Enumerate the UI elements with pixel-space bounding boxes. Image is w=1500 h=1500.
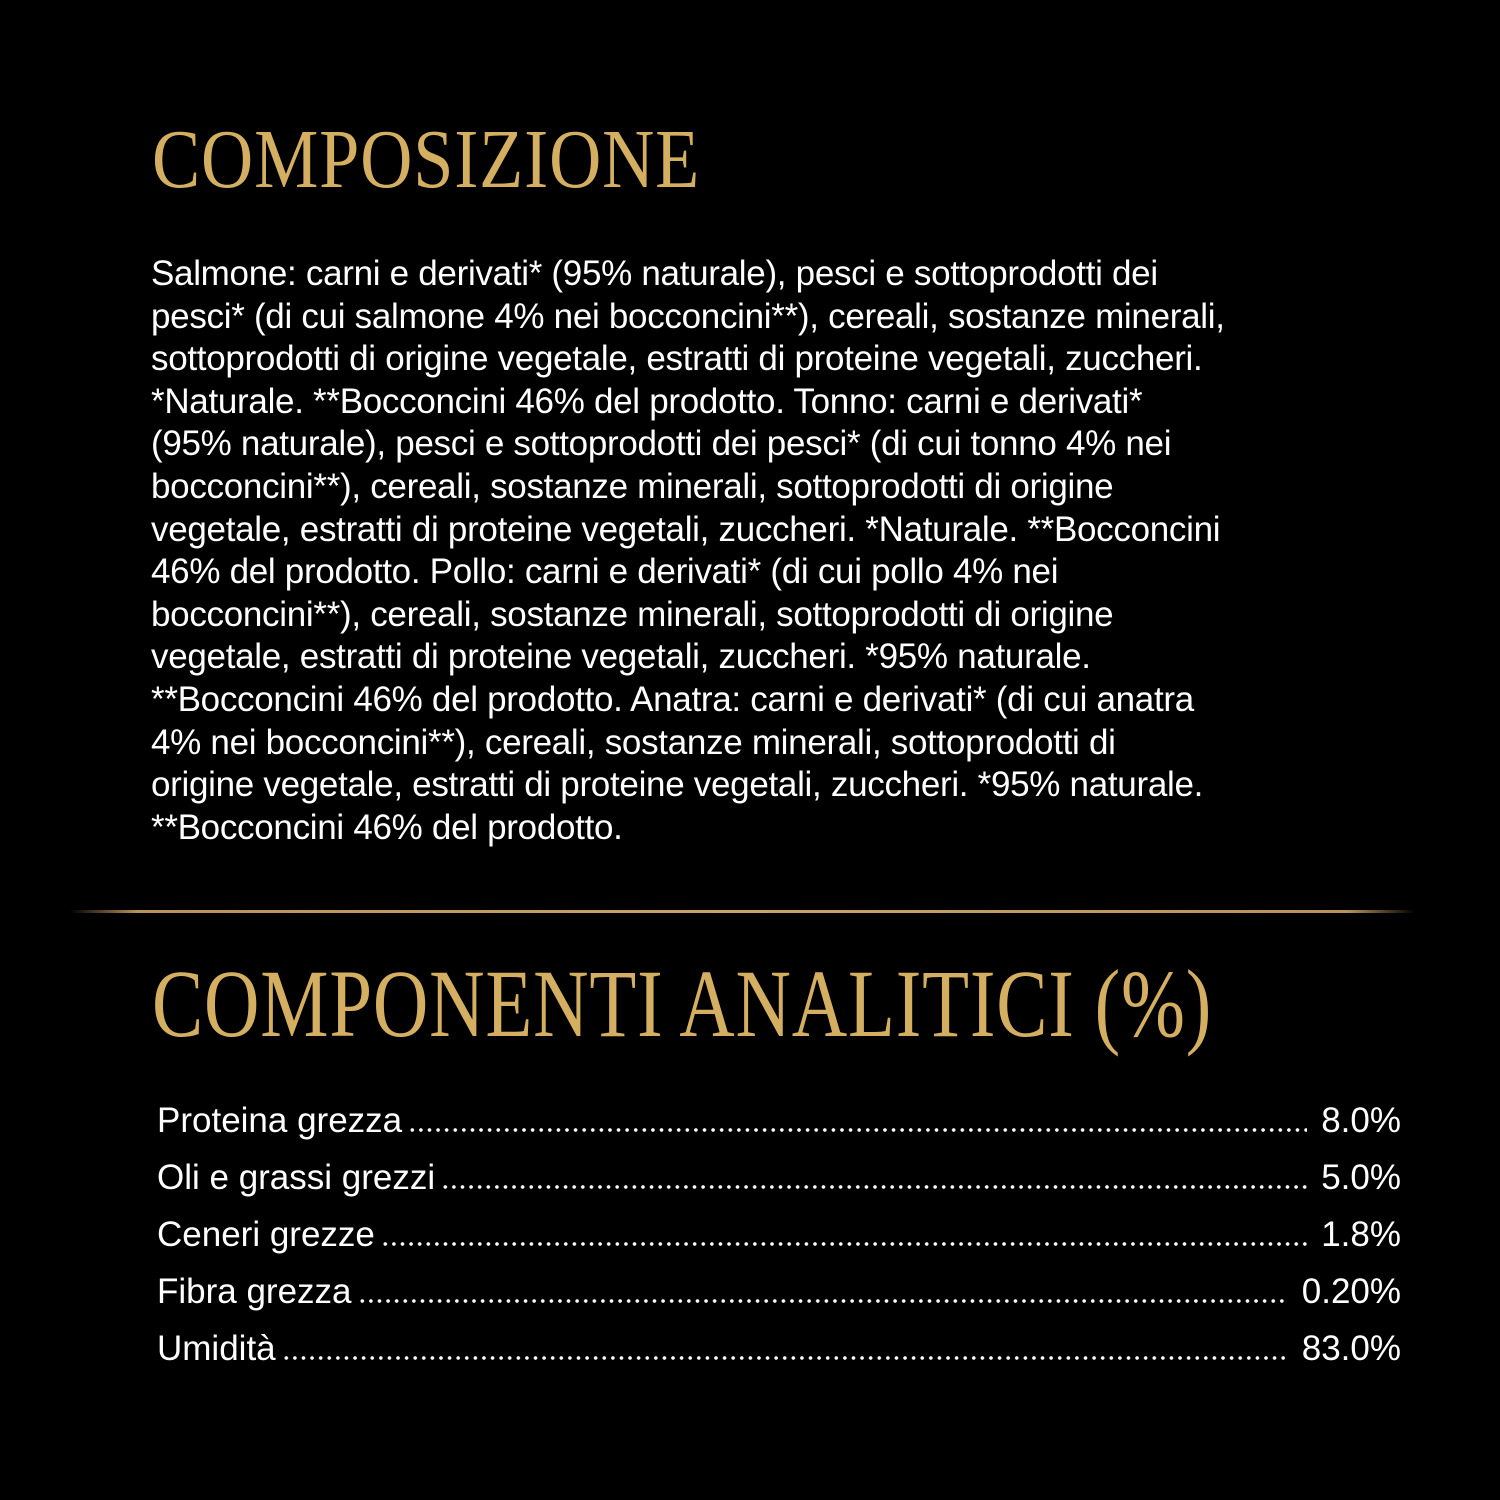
- dot-leader: [381, 1242, 1307, 1246]
- composition-line: 4% nei bocconcini**), cereali, sostanze minerali, sottoprodotti di: [151, 722, 1116, 762]
- composition-line: bocconcini**), cereali, sostanze minerali, sottoprodotti di origine: [151, 466, 1114, 506]
- analytics-row: [157, 1320, 1401, 1377]
- analytics-label: Proteina grezza: [157, 1101, 403, 1140]
- analytics-value: 1.8%: [1321, 1215, 1401, 1254]
- dot-leader: [282, 1356, 1288, 1360]
- composition-line: sottoprodotti di origine vegetale, estratti di proteine vegetali, zuccheri.: [151, 339, 1203, 379]
- analytics-table: [157, 1092, 1401, 1377]
- dot-leader: [358, 1299, 1288, 1303]
- analytics-row: [157, 1149, 1401, 1206]
- composition-line: *Naturale. **Bocconcini 46% del prodotto. Tonno: carni e derivati*: [151, 381, 1143, 421]
- composition-line: **Bocconcini 46% del prodotto. Anatra: carni e derivati* (di cui anatra: [151, 679, 1194, 719]
- analytics-label: Fibra grezza: [157, 1272, 352, 1311]
- analytics-value: 5.0%: [1321, 1158, 1401, 1197]
- analytics-value: 8.0%: [1321, 1101, 1401, 1140]
- composition-line: origine vegetale, estratti di proteine vegetali, zuccheri. *95% naturale.: [151, 765, 1204, 805]
- analytics-row: [157, 1263, 1401, 1320]
- composition-line: bocconcini**), cereali, sostanze minerali, sottoprodotti di origine: [151, 594, 1114, 634]
- analytics-row: [157, 1092, 1401, 1149]
- composition-line: 46% del prodotto. Pollo: carni e derivati* (di cui pollo 4% nei: [151, 552, 1059, 592]
- analytics-heading: COMPONENTI ANALITICI (%): [152, 950, 1213, 1057]
- analytics-label: Oli e grassi grezzi: [157, 1158, 436, 1197]
- gold-divider: [70, 910, 1415, 913]
- composition-line: (95% naturale), pesci e sottoprodotti dei pesci* (di cui tonno 4% nei: [151, 424, 1172, 464]
- composition-line: vegetale, estratti di proteine vegetali, zuccheri. *Naturale. **Bocconcini: [151, 509, 1221, 549]
- composition-line: **Bocconcini 46% del prodotto.: [151, 807, 623, 847]
- composition-line: pesci* (di cui salmone 4% nei bocconcini**), cereali, sostanze minerali,: [151, 296, 1225, 336]
- analytics-label: Ceneri grezze: [157, 1215, 375, 1254]
- analytics-row: [157, 1206, 1401, 1263]
- composition-line: vegetale, estratti di proteine vegetali, zuccheri. *95% naturale.: [151, 637, 1091, 677]
- analytics-value: 83.0%: [1301, 1329, 1401, 1368]
- analytics-label: Umidità: [157, 1329, 276, 1368]
- composition-heading: COMPOSIZIONE: [152, 113, 701, 206]
- dot-leader: [408, 1128, 1307, 1132]
- composition-line: Salmone: carni e derivati* (95% naturale), pesci e sottoprodotti dei: [151, 254, 1158, 293]
- dot-leader: [441, 1185, 1307, 1189]
- composition-text: [151, 253, 1441, 849]
- analytics-value: 0.20%: [1301, 1272, 1401, 1311]
